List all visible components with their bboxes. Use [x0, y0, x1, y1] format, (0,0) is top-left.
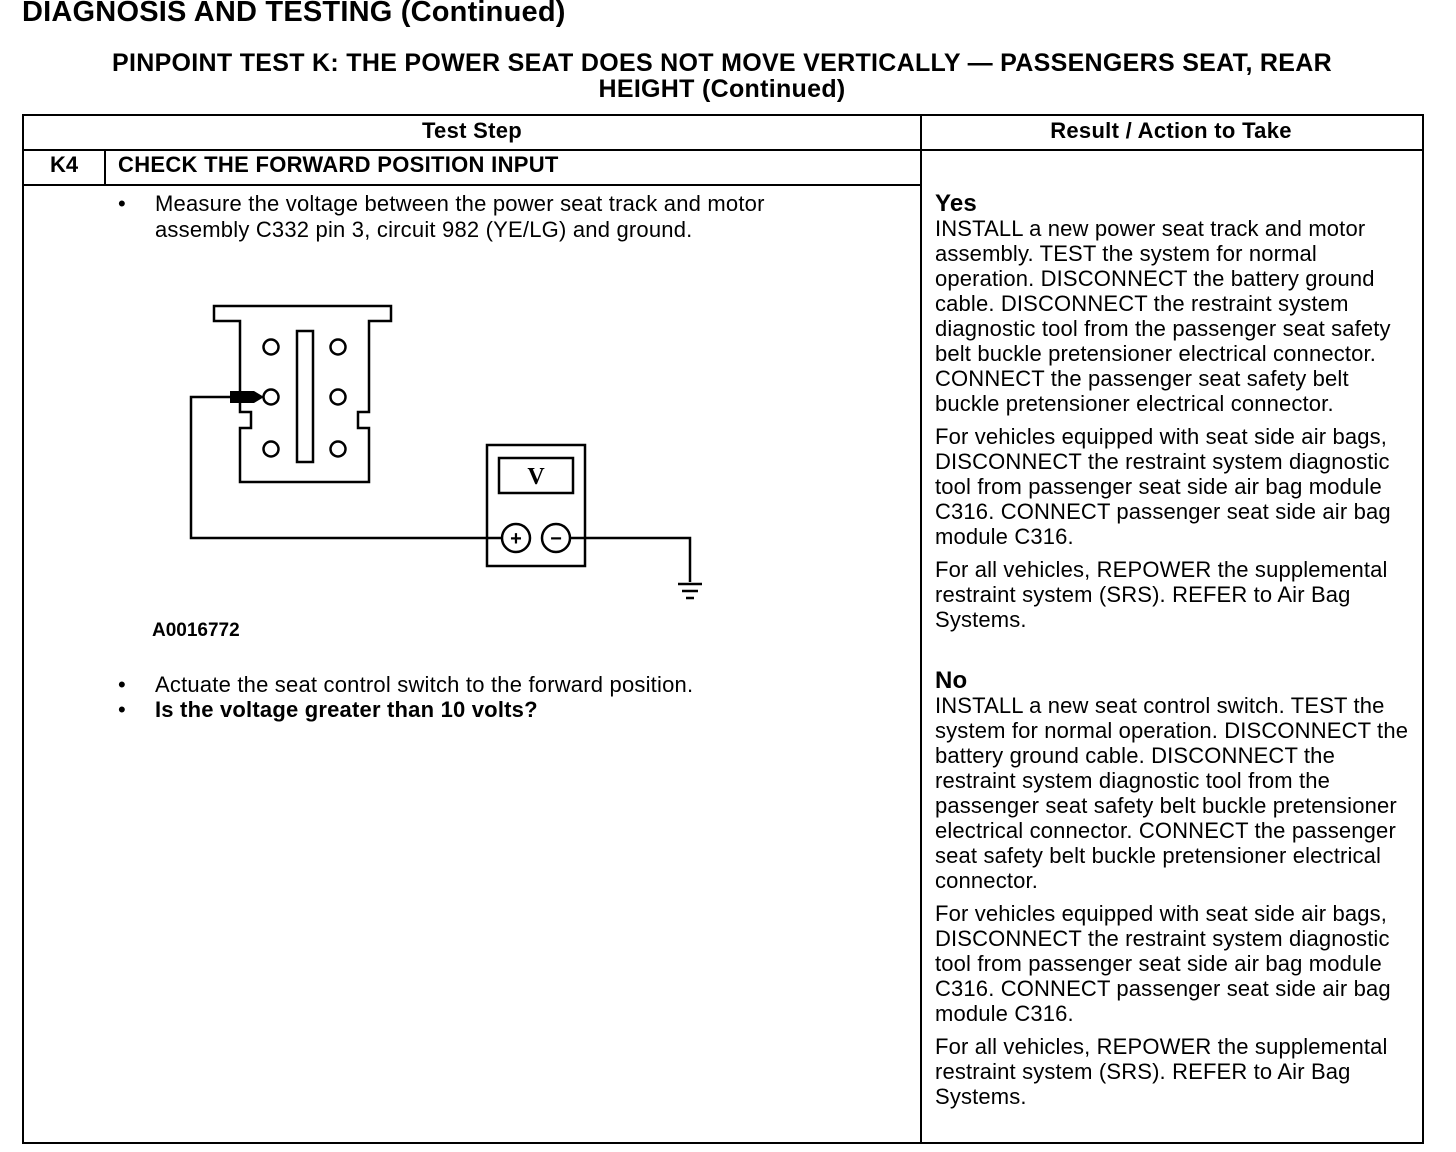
pin-6	[331, 442, 346, 457]
probe-tip-icon	[230, 391, 264, 403]
instruction-actuate: Actuate the seat control switch to the forward position.	[155, 672, 694, 697]
instruction-measure-line1: Measure the voltage between the power seat track and motor	[155, 191, 765, 216]
pin-2	[331, 340, 346, 355]
result-yes-block	[935, 192, 1419, 640]
header-result-action: Result / Action to Take	[1050, 118, 1292, 143]
instruction-measure-line2: assembly C332 pin 3, circuit 982 (YE/LG) and ground.	[155, 217, 693, 242]
probe-wire	[191, 397, 502, 538]
pinpoint-test-title-line1: PINPOINT TEST K: THE POWER SEAT DOES NOT MOVE VERTICALLY — PASSENGERS SEAT, REAR	[112, 49, 1332, 77]
result-no-repower: For all vehicles, REPOWER the supplemental restraint system (SRS). REFER to Air Bag Systems.	[935, 1034, 1388, 1109]
result-no-heading: No	[935, 667, 968, 694]
page-title: DIAGNOSIS AND TESTING (Continued)	[22, 0, 566, 28]
header-divider	[22, 149, 1422, 151]
result-yes-repower: For all vehicles, REPOWER the supplemental restraint system (SRS). REFER to Air Bag Systems.	[935, 557, 1388, 632]
voltmeter-minus-label: −	[550, 528, 562, 550]
connector-center-key	[297, 331, 313, 462]
connector-voltmeter-diagram	[150, 290, 710, 610]
bullet-dot: •	[118, 697, 126, 722]
result-yes-side-airbag: For vehicles equipped with seat side air bags, DISCONNECT the restraint system diagnostic tool from passenger seat side air bag module C316. CONNECT passenger seat side air bag module C316.	[935, 424, 1391, 549]
step-id-divider	[104, 150, 106, 185]
step-id: K4	[49, 152, 79, 177]
result-yes-action: INSTALL a new power seat track and motor assembly. TEST the system for normal operation. DISCONNECT the battery ground cable. DISCONNECT the restraint system diagnostic tool from the passenger seat safety belt buckle pretensioner electrical connector. CONNECT the passenger seat safety belt buckle pretensioner electrical connector.	[935, 216, 1391, 416]
figure-id: A0016772	[152, 620, 240, 641]
ground-wire	[570, 538, 690, 582]
result-yes-heading: Yes	[935, 190, 977, 217]
result-no-action: INSTALL a new seat control switch. TEST the system for normal operation. DISCONNECT the battery ground cable. DISCONNECT the restraint system diagnostic tool from the passenger seat safety belt buckle pretensioner electrical connector. CONNECT the passenger seat safety belt buckle pretensioner electrical connector.	[935, 693, 1409, 893]
voltmeter-label: V	[527, 464, 545, 490]
result-no-side-airbag: For vehicles equipped with seat side air bags, DISCONNECT the restraint system diagnostic tool from passenger seat side air bag module C316. CONNECT passenger seat side air bag module C316.	[935, 901, 1391, 1026]
bullet-dot: •	[118, 191, 126, 216]
pin-4	[331, 390, 346, 405]
header-test-step: Test Step	[421, 118, 523, 143]
pinpoint-test-title-line2: HEIGHT (Continued)	[598, 75, 846, 103]
result-no-block	[935, 669, 1419, 1117]
instruction-measure	[155, 191, 765, 243]
pin-5	[264, 442, 279, 457]
pinpoint-test-title	[22, 50, 1422, 102]
voltmeter-plus-label: +	[510, 528, 522, 550]
column-divider	[920, 114, 922, 1142]
step-title: CHECK THE FORWARD POSITION INPUT	[118, 152, 559, 177]
pin-3	[264, 390, 279, 405]
question-voltage: Is the voltage greater than 10 volts?	[155, 697, 538, 722]
step-row-divider	[22, 184, 922, 186]
pin-1	[264, 340, 279, 355]
bullet-dot: •	[118, 672, 126, 697]
